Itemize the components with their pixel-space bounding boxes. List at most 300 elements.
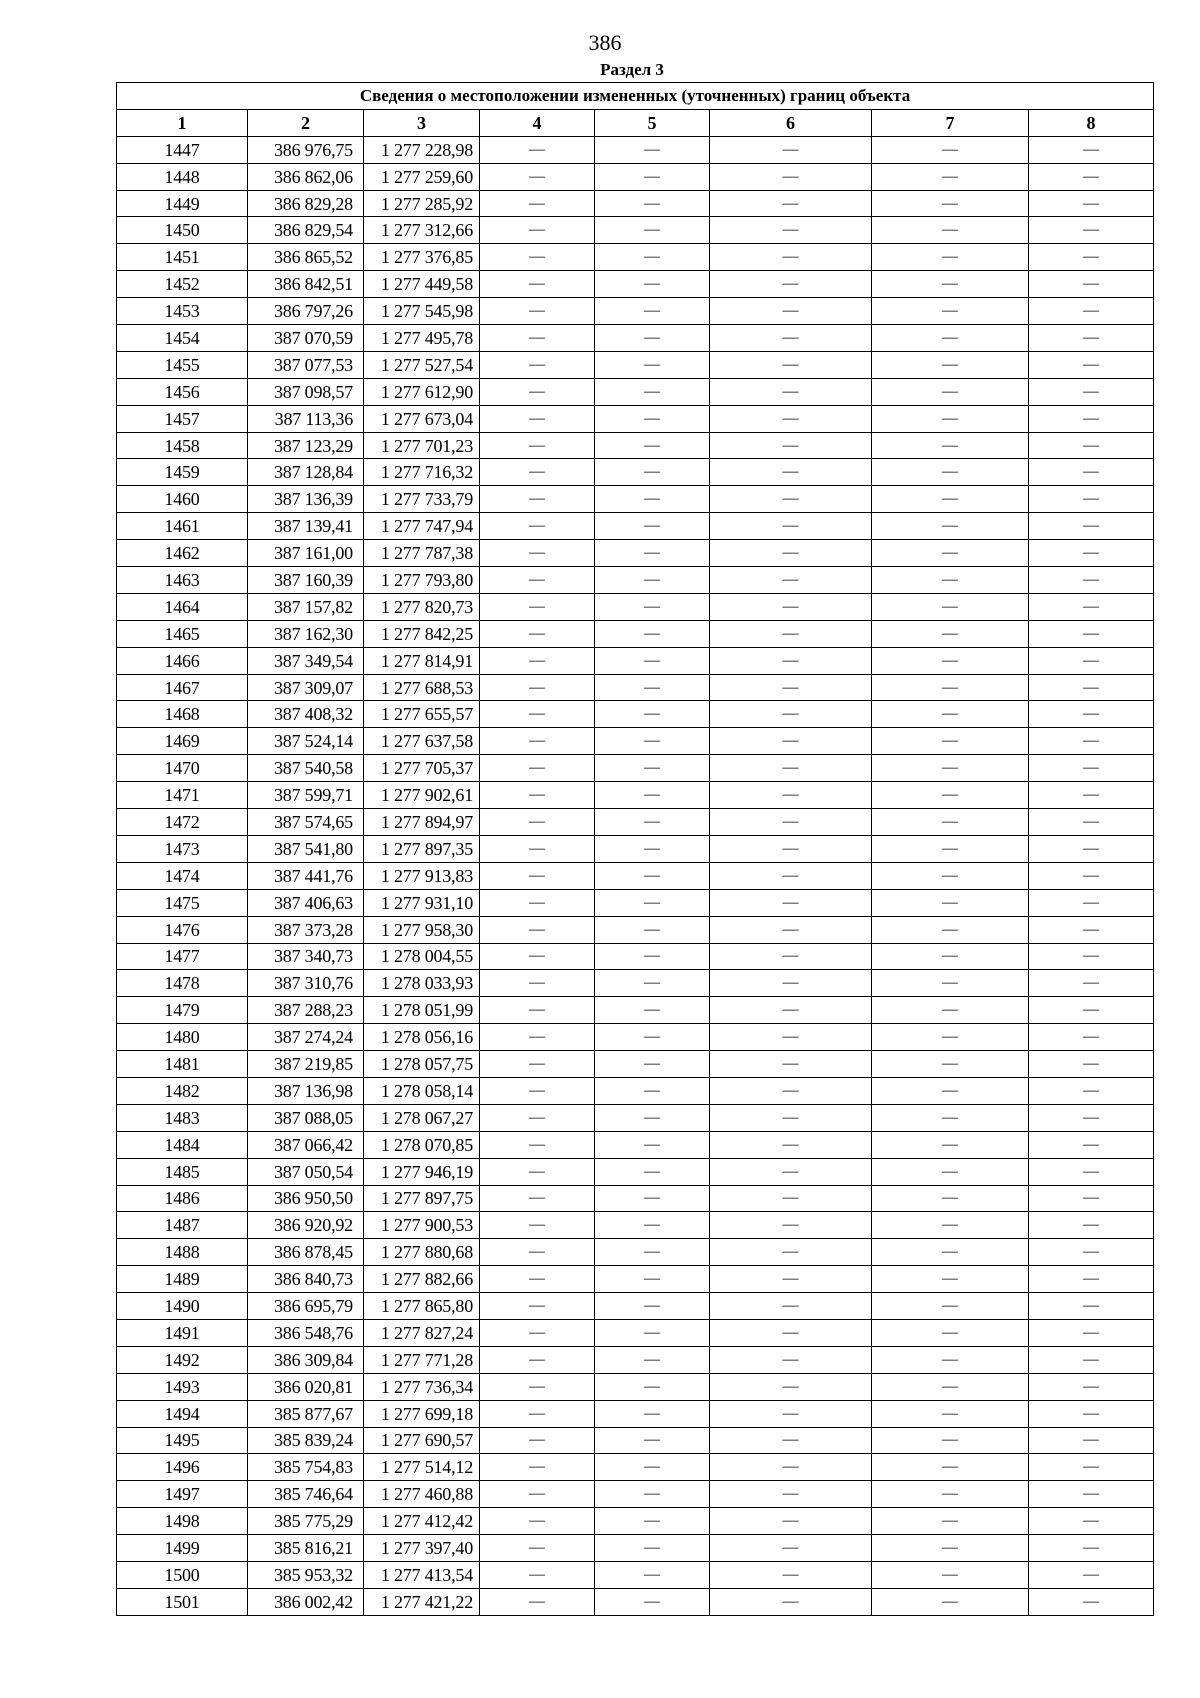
empty-value-cell: — <box>480 889 595 916</box>
empty-value-cell: — <box>595 1024 710 1051</box>
empty-value-cell: — <box>710 378 872 405</box>
empty-value-cell: — <box>710 1051 872 1078</box>
empty-value-cell: — <box>872 1400 1029 1427</box>
table-row <box>117 190 1154 217</box>
x-coordinate-cell: 387 123,29 <box>248 432 364 459</box>
table-row <box>117 620 1154 647</box>
table-row <box>117 862 1154 889</box>
empty-value-cell: — <box>1029 997 1154 1024</box>
point-number-cell: 1457 <box>117 405 248 432</box>
empty-value-cell: — <box>480 782 595 809</box>
point-number-cell: 1461 <box>117 513 248 540</box>
empty-value-cell: — <box>595 1158 710 1185</box>
table-row <box>117 1561 1154 1588</box>
point-number-cell: 1450 <box>117 217 248 244</box>
empty-value-cell: — <box>1029 1481 1154 1508</box>
table-row <box>117 997 1154 1024</box>
empty-value-cell: — <box>710 1077 872 1104</box>
point-number-cell: 1467 <box>117 674 248 701</box>
empty-value-cell: — <box>1029 674 1154 701</box>
x-coordinate-cell: 387 128,84 <box>248 459 364 486</box>
table-row <box>117 540 1154 567</box>
empty-value-cell: — <box>872 163 1029 190</box>
y-coordinate-cell: 1 277 688,53 <box>364 674 480 701</box>
x-coordinate-cell: 385 746,64 <box>248 1481 364 1508</box>
empty-value-cell: — <box>872 782 1029 809</box>
table-row <box>117 298 1154 325</box>
y-coordinate-cell: 1 277 612,90 <box>364 378 480 405</box>
empty-value-cell: — <box>710 674 872 701</box>
empty-value-cell: — <box>595 1104 710 1131</box>
empty-value-cell: — <box>595 217 710 244</box>
point-number-cell: 1491 <box>117 1319 248 1346</box>
empty-value-cell: — <box>595 970 710 997</box>
empty-value-cell: — <box>1029 889 1154 916</box>
point-number-cell: 1472 <box>117 809 248 836</box>
empty-value-cell: — <box>1029 1346 1154 1373</box>
y-coordinate-cell: 1 277 894,97 <box>364 809 480 836</box>
empty-value-cell: — <box>872 620 1029 647</box>
empty-value-cell: — <box>710 970 872 997</box>
empty-value-cell: — <box>710 1239 872 1266</box>
point-number-cell: 1454 <box>117 325 248 352</box>
empty-value-cell: — <box>595 916 710 943</box>
table-row <box>117 351 1154 378</box>
table-row <box>117 1158 1154 1185</box>
y-coordinate-cell: 1 277 228,98 <box>364 136 480 163</box>
empty-value-cell: — <box>872 1508 1029 1535</box>
y-coordinate-cell: 1 277 637,58 <box>364 728 480 755</box>
x-coordinate-cell: 387 157,82 <box>248 593 364 620</box>
empty-value-cell: — <box>480 1561 595 1588</box>
empty-value-cell: — <box>595 271 710 298</box>
empty-value-cell: — <box>710 244 872 271</box>
empty-value-cell: — <box>872 567 1029 594</box>
column-header-row <box>117 109 1154 136</box>
table-row <box>117 1051 1154 1078</box>
empty-value-cell: — <box>1029 1212 1154 1239</box>
y-coordinate-cell: 1 277 900,53 <box>364 1212 480 1239</box>
empty-value-cell: — <box>480 1239 595 1266</box>
point-number-cell: 1469 <box>117 728 248 755</box>
empty-value-cell: — <box>1029 271 1154 298</box>
x-coordinate-cell: 387 219,85 <box>248 1051 364 1078</box>
empty-value-cell: — <box>595 432 710 459</box>
empty-value-cell: — <box>480 1454 595 1481</box>
empty-value-cell: — <box>872 1535 1029 1562</box>
empty-value-cell: — <box>710 136 872 163</box>
empty-value-cell: — <box>1029 943 1154 970</box>
empty-value-cell: — <box>710 1293 872 1320</box>
empty-value-cell: — <box>1029 1373 1154 1400</box>
point-number-cell: 1488 <box>117 1239 248 1266</box>
x-coordinate-cell: 387 161,00 <box>248 540 364 567</box>
point-number-cell: 1500 <box>117 1561 248 1588</box>
x-coordinate-cell: 387 309,07 <box>248 674 364 701</box>
x-coordinate-cell: 387 162,30 <box>248 620 364 647</box>
empty-value-cell: — <box>595 943 710 970</box>
empty-value-cell: — <box>872 1293 1029 1320</box>
empty-value-cell: — <box>480 378 595 405</box>
y-coordinate-cell: 1 277 865,80 <box>364 1293 480 1320</box>
empty-value-cell: — <box>710 540 872 567</box>
x-coordinate-cell: 386 840,73 <box>248 1266 364 1293</box>
empty-value-cell: — <box>710 943 872 970</box>
empty-value-cell: — <box>480 1346 595 1373</box>
empty-value-cell: — <box>480 1373 595 1400</box>
empty-value-cell: — <box>1029 567 1154 594</box>
empty-value-cell: — <box>710 1319 872 1346</box>
table-row <box>117 943 1154 970</box>
x-coordinate-cell: 386 829,54 <box>248 217 364 244</box>
empty-value-cell: — <box>480 1588 595 1615</box>
y-coordinate-cell: 1 277 495,78 <box>364 325 480 352</box>
empty-value-cell: — <box>710 163 872 190</box>
empty-value-cell: — <box>872 593 1029 620</box>
table-row <box>117 728 1154 755</box>
column-header: 8 <box>1029 109 1154 136</box>
empty-value-cell: — <box>710 1185 872 1212</box>
empty-value-cell: — <box>1029 432 1154 459</box>
empty-value-cell: — <box>1029 835 1154 862</box>
y-coordinate-cell: 1 277 545,98 <box>364 298 480 325</box>
x-coordinate-cell: 386 878,45 <box>248 1239 364 1266</box>
empty-value-cell: — <box>872 325 1029 352</box>
y-coordinate-cell: 1 278 067,27 <box>364 1104 480 1131</box>
point-number-cell: 1463 <box>117 567 248 594</box>
empty-value-cell: — <box>872 674 1029 701</box>
table-row <box>117 1212 1154 1239</box>
empty-value-cell: — <box>872 1212 1029 1239</box>
empty-value-cell: — <box>710 1373 872 1400</box>
x-coordinate-cell: 387 349,54 <box>248 647 364 674</box>
empty-value-cell: — <box>1029 1454 1154 1481</box>
empty-value-cell: — <box>1029 593 1154 620</box>
point-number-cell: 1487 <box>117 1212 248 1239</box>
table-body <box>117 136 1154 1615</box>
table-row <box>117 1293 1154 1320</box>
empty-value-cell: — <box>1029 1158 1154 1185</box>
empty-value-cell: — <box>872 916 1029 943</box>
empty-value-cell: — <box>1029 647 1154 674</box>
empty-value-cell: — <box>710 1266 872 1293</box>
empty-value-cell: — <box>1029 1588 1154 1615</box>
empty-value-cell: — <box>710 862 872 889</box>
column-header: 2 <box>248 109 364 136</box>
y-coordinate-cell: 1 278 058,14 <box>364 1077 480 1104</box>
empty-value-cell: — <box>872 647 1029 674</box>
table-row <box>117 486 1154 513</box>
x-coordinate-cell: 386 865,52 <box>248 244 364 271</box>
table-row <box>117 378 1154 405</box>
empty-value-cell: — <box>872 970 1029 997</box>
empty-value-cell: — <box>872 1104 1029 1131</box>
table-row <box>117 970 1154 997</box>
table-row <box>117 701 1154 728</box>
y-coordinate-cell: 1 277 514,12 <box>364 1454 480 1481</box>
empty-value-cell: — <box>480 459 595 486</box>
empty-value-cell: — <box>710 889 872 916</box>
empty-value-cell: — <box>595 1454 710 1481</box>
x-coordinate-cell: 387 136,98 <box>248 1077 364 1104</box>
y-coordinate-cell: 1 277 397,40 <box>364 1535 480 1562</box>
x-coordinate-cell: 387 274,24 <box>248 1024 364 1051</box>
empty-value-cell: — <box>595 190 710 217</box>
x-coordinate-cell: 385 816,21 <box>248 1535 364 1562</box>
empty-value-cell: — <box>710 567 872 594</box>
empty-value-cell: — <box>595 997 710 1024</box>
y-coordinate-cell: 1 277 827,24 <box>364 1319 480 1346</box>
column-header: 7 <box>872 109 1029 136</box>
y-coordinate-cell: 1 277 913,83 <box>364 862 480 889</box>
point-number-cell: 1476 <box>117 916 248 943</box>
x-coordinate-cell: 386 695,79 <box>248 1293 364 1320</box>
x-coordinate-cell: 387 408,32 <box>248 701 364 728</box>
y-coordinate-cell: 1 277 897,75 <box>364 1185 480 1212</box>
column-header: 4 <box>480 109 595 136</box>
empty-value-cell: — <box>1029 755 1154 782</box>
empty-value-cell: — <box>595 136 710 163</box>
empty-value-cell: — <box>710 325 872 352</box>
point-number-cell: 1480 <box>117 1024 248 1051</box>
point-number-cell: 1447 <box>117 136 248 163</box>
empty-value-cell: — <box>595 1212 710 1239</box>
y-coordinate-cell: 1 278 004,55 <box>364 943 480 970</box>
empty-value-cell: — <box>710 1131 872 1158</box>
empty-value-cell: — <box>480 862 595 889</box>
empty-value-cell: — <box>872 217 1029 244</box>
empty-value-cell: — <box>480 1077 595 1104</box>
table-row <box>117 1346 1154 1373</box>
empty-value-cell: — <box>595 1077 710 1104</box>
table-row <box>117 1266 1154 1293</box>
empty-value-cell: — <box>595 163 710 190</box>
empty-value-cell: — <box>872 271 1029 298</box>
empty-value-cell: — <box>595 1131 710 1158</box>
empty-value-cell: — <box>872 1024 1029 1051</box>
table-row <box>117 136 1154 163</box>
y-coordinate-cell: 1 277 527,54 <box>364 351 480 378</box>
empty-value-cell: — <box>480 1319 595 1346</box>
point-number-cell: 1482 <box>117 1077 248 1104</box>
empty-value-cell: — <box>595 567 710 594</box>
table-row <box>117 782 1154 809</box>
point-number-cell: 1453 <box>117 298 248 325</box>
empty-value-cell: — <box>595 298 710 325</box>
y-coordinate-cell: 1 277 716,32 <box>364 459 480 486</box>
y-coordinate-cell: 1 277 460,88 <box>364 1481 480 1508</box>
y-coordinate-cell: 1 277 701,23 <box>364 432 480 459</box>
point-number-cell: 1473 <box>117 835 248 862</box>
empty-value-cell: — <box>480 486 595 513</box>
y-coordinate-cell: 1 277 733,79 <box>364 486 480 513</box>
table-row <box>117 1319 1154 1346</box>
point-number-cell: 1493 <box>117 1373 248 1400</box>
empty-value-cell: — <box>710 1481 872 1508</box>
empty-value-cell: — <box>1029 486 1154 513</box>
empty-value-cell: — <box>872 432 1029 459</box>
empty-value-cell: — <box>710 1508 872 1535</box>
empty-value-cell: — <box>480 916 595 943</box>
empty-value-cell: — <box>710 271 872 298</box>
empty-value-cell: — <box>1029 136 1154 163</box>
point-number-cell: 1496 <box>117 1454 248 1481</box>
y-coordinate-cell: 1 277 931,10 <box>364 889 480 916</box>
y-coordinate-cell: 1 277 842,25 <box>364 620 480 647</box>
y-coordinate-cell: 1 277 880,68 <box>364 1239 480 1266</box>
x-coordinate-cell: 386 829,28 <box>248 190 364 217</box>
empty-value-cell: — <box>1029 1561 1154 1588</box>
empty-value-cell: — <box>710 1535 872 1562</box>
table-row <box>117 1239 1154 1266</box>
empty-value-cell: — <box>872 889 1029 916</box>
x-coordinate-cell: 386 976,75 <box>248 136 364 163</box>
point-number-cell: 1471 <box>117 782 248 809</box>
table-row <box>117 674 1154 701</box>
empty-value-cell: — <box>1029 325 1154 352</box>
empty-value-cell: — <box>480 620 595 647</box>
empty-value-cell: — <box>1029 728 1154 755</box>
empty-value-cell: — <box>1029 1024 1154 1051</box>
empty-value-cell: — <box>1029 1077 1154 1104</box>
page-number: 386 <box>588 30 622 55</box>
empty-value-cell: — <box>710 298 872 325</box>
x-coordinate-cell: 385 775,29 <box>248 1508 364 1535</box>
empty-value-cell: — <box>1029 540 1154 567</box>
empty-value-cell: — <box>872 1266 1029 1293</box>
empty-value-cell: — <box>480 351 595 378</box>
point-number-cell: 1492 <box>117 1346 248 1373</box>
y-coordinate-cell: 1 277 736,34 <box>364 1373 480 1400</box>
empty-value-cell: — <box>595 1400 710 1427</box>
empty-value-cell: — <box>872 755 1029 782</box>
table-row <box>117 1427 1154 1454</box>
empty-value-cell: — <box>872 701 1029 728</box>
x-coordinate-cell: 386 020,81 <box>248 1373 364 1400</box>
empty-value-cell: — <box>872 1185 1029 1212</box>
empty-value-cell: — <box>872 378 1029 405</box>
empty-value-cell: — <box>872 351 1029 378</box>
empty-value-cell: — <box>595 1508 710 1535</box>
table-caption-row <box>117 83 1154 110</box>
x-coordinate-cell: 386 842,51 <box>248 271 364 298</box>
table-row <box>117 889 1154 916</box>
empty-value-cell: — <box>710 782 872 809</box>
table-row <box>117 755 1154 782</box>
x-coordinate-cell: 387 160,39 <box>248 567 364 594</box>
point-number-cell: 1460 <box>117 486 248 513</box>
empty-value-cell: — <box>872 1454 1029 1481</box>
y-coordinate-cell: 1 278 033,93 <box>364 970 480 997</box>
table-row <box>117 916 1154 943</box>
empty-value-cell: — <box>480 755 595 782</box>
empty-value-cell: — <box>1029 782 1154 809</box>
empty-value-cell: — <box>872 190 1029 217</box>
x-coordinate-cell: 387 524,14 <box>248 728 364 755</box>
empty-value-cell: — <box>710 405 872 432</box>
empty-value-cell: — <box>1029 862 1154 889</box>
point-number-cell: 1490 <box>117 1293 248 1320</box>
point-number-cell: 1449 <box>117 190 248 217</box>
empty-value-cell: — <box>595 1185 710 1212</box>
point-number-cell: 1462 <box>117 540 248 567</box>
table-row <box>117 1373 1154 1400</box>
y-coordinate-cell: 1 277 449,58 <box>364 271 480 298</box>
table-row <box>117 1481 1154 1508</box>
empty-value-cell: — <box>710 755 872 782</box>
empty-value-cell: — <box>710 217 872 244</box>
empty-value-cell: — <box>1029 298 1154 325</box>
table-row <box>117 1024 1154 1051</box>
empty-value-cell: — <box>480 1104 595 1131</box>
empty-value-cell: — <box>872 1373 1029 1400</box>
table-row <box>117 1077 1154 1104</box>
x-coordinate-cell: 387 441,76 <box>248 862 364 889</box>
point-number-cell: 1456 <box>117 378 248 405</box>
empty-value-cell: — <box>872 459 1029 486</box>
empty-value-cell: — <box>1029 1104 1154 1131</box>
point-number-cell: 1475 <box>117 889 248 916</box>
empty-value-cell: — <box>595 1293 710 1320</box>
empty-value-cell: — <box>595 728 710 755</box>
y-coordinate-cell: 1 277 771,28 <box>364 1346 480 1373</box>
empty-value-cell: — <box>710 1212 872 1239</box>
empty-value-cell: — <box>872 1588 1029 1615</box>
x-coordinate-cell: 387 340,73 <box>248 943 364 970</box>
empty-value-cell: — <box>1029 1400 1154 1427</box>
empty-value-cell: — <box>1029 405 1154 432</box>
table-row <box>117 405 1154 432</box>
empty-value-cell: — <box>710 647 872 674</box>
empty-value-cell: — <box>1029 217 1154 244</box>
empty-value-cell: — <box>710 728 872 755</box>
y-coordinate-cell: 1 277 787,38 <box>364 540 480 567</box>
x-coordinate-cell: 387 077,53 <box>248 351 364 378</box>
point-number-cell: 1478 <box>117 970 248 997</box>
point-number-cell: 1464 <box>117 593 248 620</box>
table-row <box>117 647 1154 674</box>
empty-value-cell: — <box>1029 1131 1154 1158</box>
empty-value-cell: — <box>595 1051 710 1078</box>
empty-value-cell: — <box>1029 351 1154 378</box>
empty-value-cell: — <box>595 405 710 432</box>
column-header: 5 <box>595 109 710 136</box>
empty-value-cell: — <box>480 540 595 567</box>
empty-value-cell: — <box>480 325 595 352</box>
y-coordinate-cell: 1 277 897,35 <box>364 835 480 862</box>
empty-value-cell: — <box>710 513 872 540</box>
x-coordinate-cell: 387 541,80 <box>248 835 364 862</box>
x-coordinate-cell: 385 754,83 <box>248 1454 364 1481</box>
empty-value-cell: — <box>710 620 872 647</box>
table-row <box>117 513 1154 540</box>
empty-value-cell: — <box>1029 1535 1154 1562</box>
point-number-cell: 1481 <box>117 1051 248 1078</box>
empty-value-cell: — <box>480 701 595 728</box>
y-coordinate-cell: 1 277 747,94 <box>364 513 480 540</box>
empty-value-cell: — <box>595 486 710 513</box>
x-coordinate-cell: 387 070,59 <box>248 325 364 352</box>
table-row <box>117 809 1154 836</box>
empty-value-cell: — <box>480 136 595 163</box>
empty-value-cell: — <box>480 1158 595 1185</box>
empty-value-cell: — <box>1029 513 1154 540</box>
x-coordinate-cell: 385 953,32 <box>248 1561 364 1588</box>
empty-value-cell: — <box>1029 701 1154 728</box>
empty-value-cell: — <box>480 593 595 620</box>
empty-value-cell: — <box>595 244 710 271</box>
x-coordinate-cell: 386 950,50 <box>248 1185 364 1212</box>
